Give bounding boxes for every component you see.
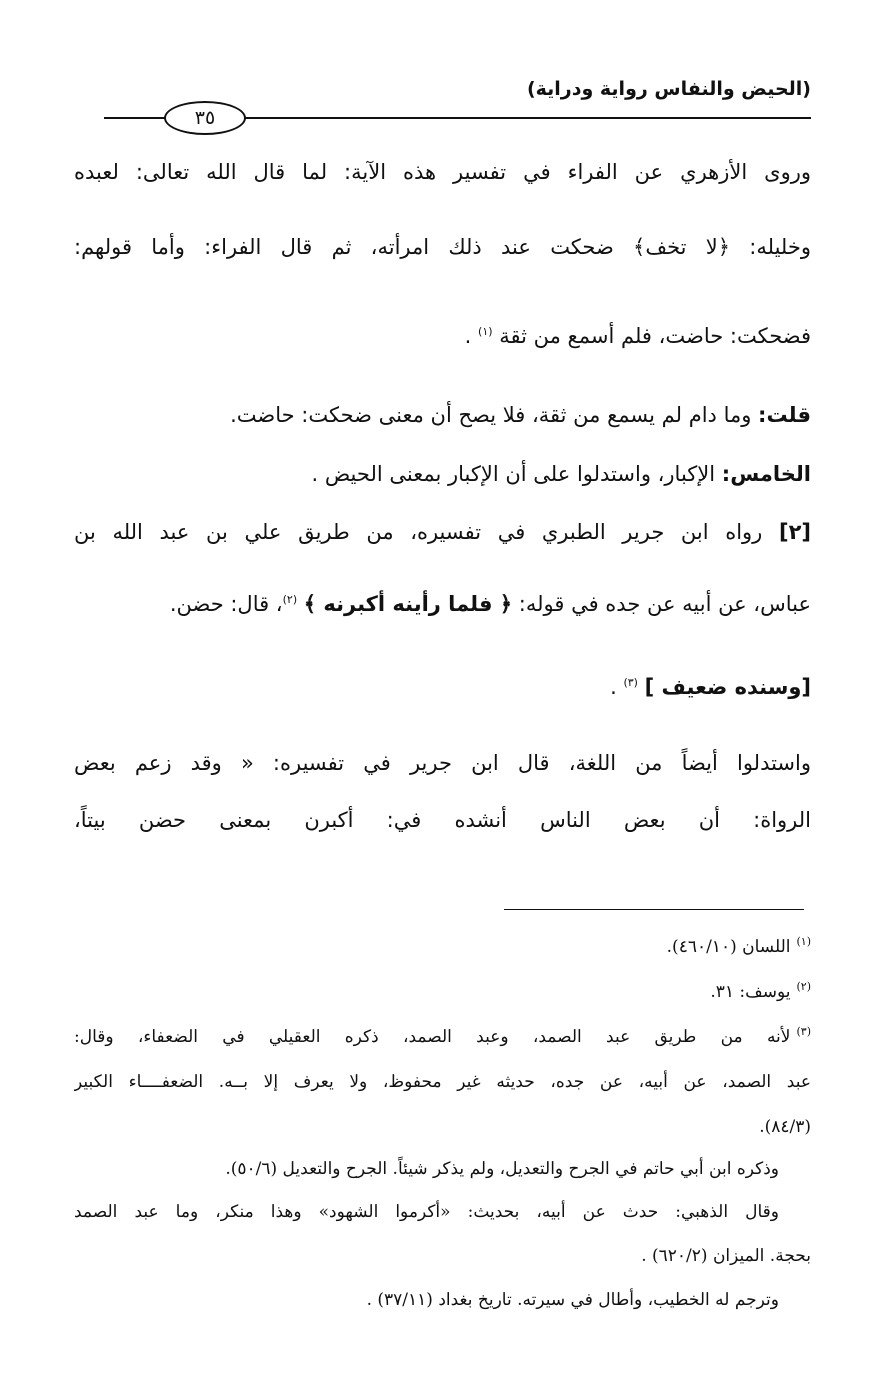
body-line-3-text: فضحكت: حاضت، فلم أسمع من ثقة <box>499 324 811 348</box>
footnote-3-number: (٣) <box>796 1025 811 1039</box>
footnote-ref-1: (١) <box>478 325 493 338</box>
body-line-5 <box>74 459 811 489</box>
qult-lead: قلت: <box>758 403 811 427</box>
running-header-title: (الحيض والنفاس رواية ودراية) <box>526 78 811 100</box>
footnote-1-number: (١) <box>796 935 811 949</box>
body-line-4-text: وما دام لم يسمع من ثقة، فلا يصح أن معنى ضحكت: حاضت. <box>230 403 752 427</box>
body-line-6 <box>74 517 811 547</box>
footnote-2-text: يوسف: ٣١. <box>710 982 791 1002</box>
narration-number: [٢] <box>778 520 811 544</box>
footnote-3-line-4: وذكره ابن أبي حاتم في الجرح والتعديل، ولم يذكر شيئاً. الجرح والتعديل (٥٠/٦). <box>225 1159 779 1179</box>
fifth-lead: الخامس: <box>721 462 811 486</box>
body-line-3-end: . <box>464 324 472 348</box>
body-line-4 <box>74 400 811 430</box>
body-line-6-text: رواه ابن جرير الطبري في تفسيره، من طريق علي بن عبد الله بن <box>74 520 763 544</box>
footnote-ref-2: (٢) <box>282 593 298 606</box>
footnote-3-line-3: (٨٤/٣). <box>759 1117 811 1137</box>
footnote-2-number: (٢) <box>796 980 811 994</box>
footnote-ref-3: (٣) <box>623 676 638 689</box>
body-line-8-end: . <box>610 675 617 699</box>
body-line-10: الرواة: أن بعض الناس أنشده في: أكبرن بمعنى حضن بيتاً، <box>74 808 811 832</box>
footnote-2 <box>74 979 811 1005</box>
body-line-9: واستدلوا أيضاً من اللغة، قال ابن جرير في تفسيره: « وقد زعم بعض <box>74 751 811 775</box>
footnote-3-line-1 <box>74 1024 811 1050</box>
body-line-7-b: ، قال: حضن. <box>169 592 283 616</box>
body-line-5-text: الإكبار، واستدلوا على أن الإكبار بمعنى الحيض . <box>311 462 716 486</box>
footnote-3-text-1: لأنه من طريق عبد الصمد، وعبد الصمد، ذكره العقيلي في الضعفاء، وقال: <box>74 1027 791 1047</box>
footnote-1 <box>74 934 811 960</box>
body-line-7-a: عباس، عن أبيه عن جده في قوله: <box>518 592 811 616</box>
page-number: ٣٥ <box>164 101 246 135</box>
body-line-8 <box>74 672 811 702</box>
body-line-1: وروى الأزهري عن الفراء في تفسير هذه الآية: لما قال الله تعالى: لعبده <box>74 160 811 184</box>
footnote-3-line-7: وترجم له الخطيب، وأطال في سيرته. تاريخ بغداد (٣٧/١١) . <box>366 1290 779 1310</box>
body-line-7 <box>74 589 811 619</box>
quran-quote: ﴿ فلما رأينه أكبرنه ﴾ <box>303 592 513 616</box>
body-line-3 <box>74 321 811 351</box>
footnote-1-text: اللسان (٤٦٠/١٠). <box>666 937 791 957</box>
isnad-weak: [وسنده ضعيف ] <box>644 675 811 699</box>
footnote-separator <box>504 909 804 910</box>
footnote-3-line-5: وقال الذهبي: حدث عن أبيه، بحديث: «أكرموا الشهود» وهذا منكر، وما عبد الصمد <box>74 1202 779 1222</box>
body-line-2: وخليله: ﴿لا تخف﴾ ضحكت عند ذلك امرأته، ثم قال الفراء: وأما قولهم: <box>74 235 811 259</box>
footnote-3-line-2: عبد الصمد، عن أبيه، عن جده، حديثه غير محفوظ، ولا يعرف إلا بــه. الضعفــــاء الكبير <box>74 1072 811 1092</box>
footnote-3-line-6: بحجة. الميزان (٦٢٠/٢) . <box>641 1246 811 1266</box>
